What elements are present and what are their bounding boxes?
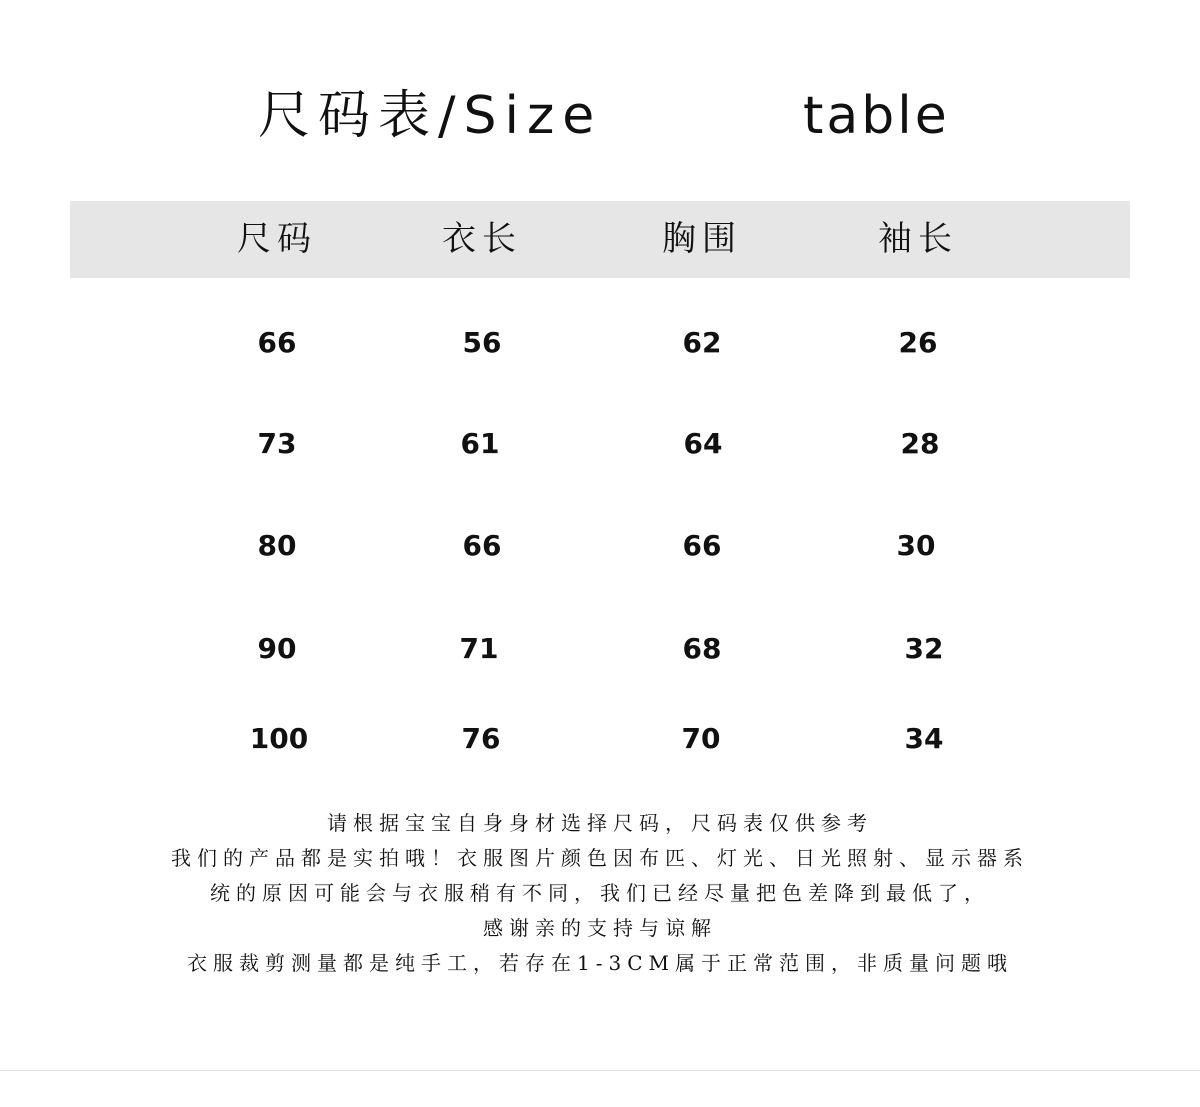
table-cell: 100 <box>249 722 309 755</box>
table-cell: 66 <box>257 326 297 359</box>
table-cell: 61 <box>460 427 500 460</box>
table-cell: 71 <box>459 632 499 665</box>
note-line: 衣服裁剪测量都是纯手工，若存在1-3CM属于正常范围，非质量问题哦 <box>187 951 1013 975</box>
table-header <box>70 201 1130 278</box>
table-cell: 73 <box>257 427 297 460</box>
table-cell: 64 <box>683 427 723 460</box>
header-length: 衣长 <box>442 219 522 259</box>
header-sleeve: 袖长 <box>878 219 958 259</box>
note-line: 统的原因可能会与衣服稍有不同，我们已经尽量把色差降到最低了， <box>210 881 990 905</box>
table-cell: 76 <box>461 722 501 755</box>
table-cell: 62 <box>682 326 722 359</box>
header-chest: 胸围 <box>662 219 742 259</box>
note-line: 感谢亲的支持与谅解 <box>483 916 717 940</box>
note-line: 请根据宝宝自身身材选择尺码，尺码表仅供参考 <box>327 811 873 835</box>
page-title-suffix: table <box>803 86 950 146</box>
divider <box>0 1070 1200 1071</box>
page-title: 尺码表/Size <box>258 86 603 146</box>
table-cell: 66 <box>682 529 722 562</box>
table-cell: 34 <box>904 722 944 755</box>
notes-block <box>60 806 1140 981</box>
note-line: 我们的产品都是实拍哦！衣服图片颜色因布匹、灯光、日光照射、显示器系 <box>171 846 1029 870</box>
table-cell: 30 <box>896 529 936 562</box>
table-cell: 80 <box>257 529 297 562</box>
table-cell: 70 <box>681 722 721 755</box>
table-cell: 26 <box>898 326 938 359</box>
table-cell: 32 <box>904 632 944 665</box>
table-cell: 68 <box>682 632 722 665</box>
table-cell: 90 <box>257 632 297 665</box>
table-cell: 28 <box>900 427 940 460</box>
header-size: 尺码 <box>237 219 317 259</box>
table-cell: 56 <box>462 326 502 359</box>
table-cell: 66 <box>462 529 502 562</box>
